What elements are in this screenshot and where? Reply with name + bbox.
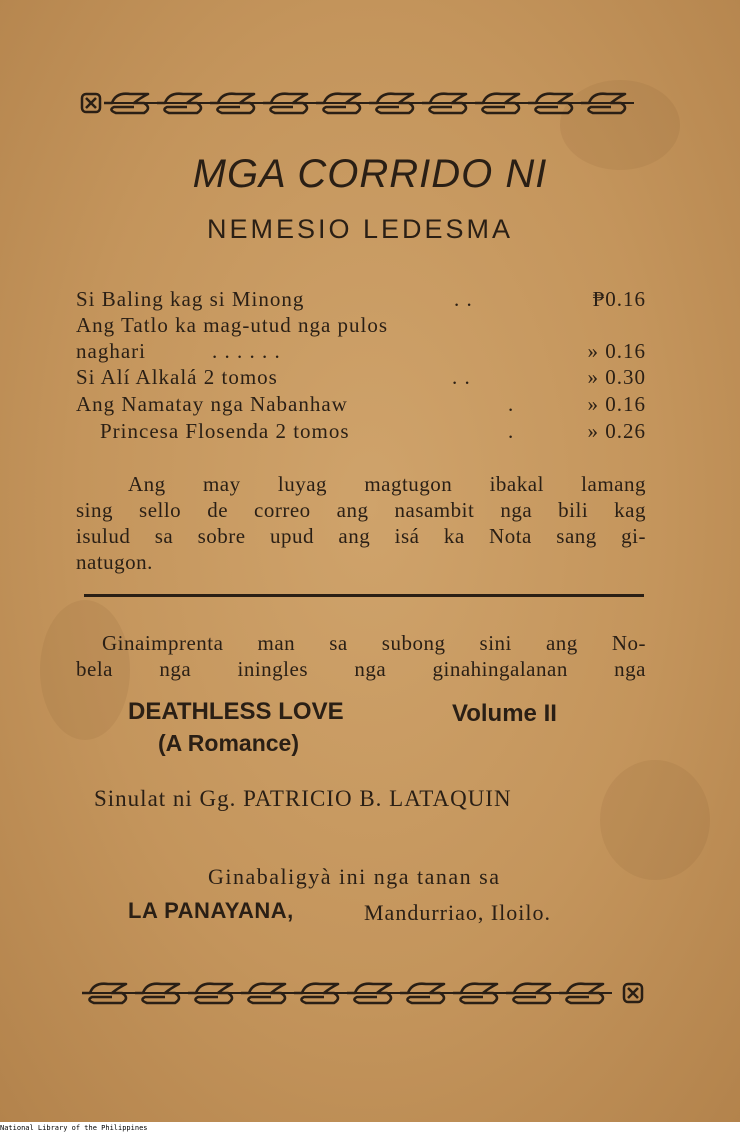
order-note-line: natugon. bbox=[76, 550, 153, 574]
scroll-motif bbox=[559, 984, 612, 1003]
scroll-motif bbox=[400, 984, 453, 1003]
scroll-motif bbox=[316, 94, 369, 113]
volume-label: Volume II bbox=[452, 700, 557, 727]
leader-dots: . . bbox=[454, 287, 473, 311]
book-name: Ang Tatlo ka mag-utud nga pulos bbox=[76, 313, 389, 337]
order-note-line: isulud sa sobre upud ang isá ka Nota sang gi- bbox=[76, 524, 646, 548]
book-price: ₱0.16 bbox=[592, 287, 646, 311]
list-item bbox=[76, 392, 646, 418]
scroll-motif bbox=[210, 94, 263, 113]
book-price: » 0.26 bbox=[587, 419, 646, 443]
paper-stain bbox=[600, 760, 710, 880]
book-price: » 0.16 bbox=[587, 339, 646, 363]
scroll-motif bbox=[263, 94, 316, 113]
book-name: Si Baling kag si Minong bbox=[76, 287, 305, 311]
scroll-motif bbox=[369, 94, 422, 113]
book-name: Si Alí Alkalá 2 tomos bbox=[76, 365, 278, 389]
scroll-motif bbox=[528, 94, 581, 113]
announcement-line: bela nga iningles nga ginahingalanan nga bbox=[76, 657, 646, 681]
footer-credit: National Library of the Philippines bbox=[0, 1124, 148, 1132]
scroll-motif bbox=[82, 984, 135, 1003]
genre-label: (A Romance) bbox=[158, 730, 299, 756]
author-line: Sinulat ni Gg. PATRICIO B. LATAQUIN bbox=[94, 786, 512, 811]
scroll-motif bbox=[188, 984, 241, 1003]
book-name: Princesa Flosenda 2 tomos bbox=[100, 419, 350, 443]
order-note bbox=[76, 471, 646, 575]
book-price: » 0.30 bbox=[587, 365, 646, 389]
divider bbox=[84, 594, 644, 597]
list-item bbox=[76, 365, 646, 391]
seller-line: Ginabaligyà ini nga tanan sa bbox=[208, 864, 501, 889]
scroll-motif bbox=[453, 984, 506, 1003]
scroll-motif bbox=[135, 984, 188, 1003]
leader-dots: . . bbox=[452, 365, 471, 389]
knot-icon bbox=[624, 984, 642, 1002]
list-item bbox=[76, 339, 646, 365]
leader-dots: . bbox=[508, 419, 515, 443]
scroll-motif bbox=[157, 94, 210, 113]
seller-place: Mandurriao, Iloilo. bbox=[364, 900, 552, 925]
leader-dots: . . . . . . bbox=[212, 339, 281, 363]
scroll-motif bbox=[581, 94, 634, 113]
list-item bbox=[76, 313, 646, 339]
scroll-motif bbox=[241, 984, 294, 1003]
order-note-line: Ang may luyag magtugon ibakal lamang bbox=[128, 472, 646, 496]
scroll-motif bbox=[422, 94, 475, 113]
list-item bbox=[76, 287, 646, 313]
seller-name: LA PANAYANA, bbox=[128, 898, 294, 923]
page-title: MGA CORRIDO NI bbox=[192, 152, 548, 196]
scroll-motif bbox=[347, 984, 400, 1003]
top-ornament bbox=[0, 82, 740, 122]
author-name: NEMESIO LEDESMA bbox=[206, 214, 514, 244]
book-name: Ang Namatay nga Nabanhaw bbox=[76, 392, 348, 416]
scroll-motif bbox=[104, 94, 157, 113]
scroll-motif bbox=[475, 94, 528, 113]
order-note-line: sing sello de correo ang nasambit nga bili kag bbox=[76, 498, 646, 522]
scroll-motif bbox=[506, 984, 559, 1003]
scroll-motif bbox=[294, 984, 347, 1003]
book-name: naghari bbox=[76, 339, 146, 363]
book-title: DEATHLESS LOVE bbox=[128, 698, 344, 725]
leader-dots: . bbox=[508, 392, 515, 416]
announcement-line: Ginaimprenta man sa subong sini ang No- bbox=[102, 631, 646, 655]
book-price: » 0.16 bbox=[587, 392, 646, 416]
knot-icon bbox=[82, 94, 100, 112]
bottom-ornament bbox=[0, 972, 740, 1012]
list-item bbox=[76, 419, 646, 445]
announcement bbox=[76, 630, 646, 682]
